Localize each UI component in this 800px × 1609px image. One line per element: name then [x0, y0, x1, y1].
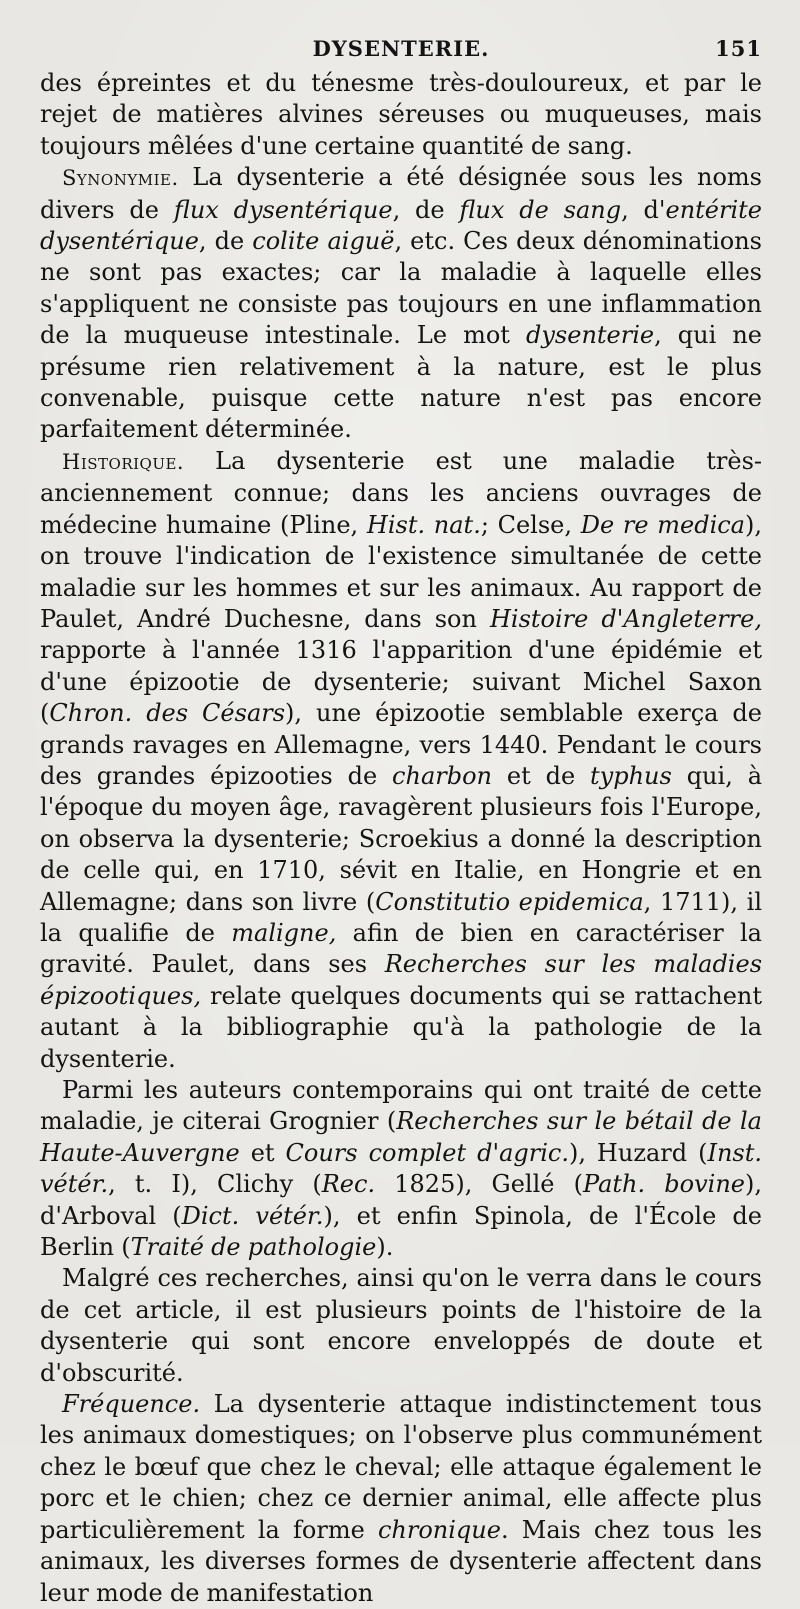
- italic-citation: Chron. des Césars: [49, 699, 286, 728]
- italic-term: charbon: [392, 761, 492, 790]
- frequence-paragraph: Fréquence. La dysenterie attaque indistinctement tous les animaux domestiques; on l'observe plus communément chez le bœuf que chez le cheval; elle attaque également le porc et le chien; chez ce dernier animal, elle affecte plus particulièrement la forme chronique. Mais chez tous les animaux, les diverses formes de dysenterie affectent dans leur mode de manifestation: [40, 1390, 763, 1607]
- italic-term: flux de sang: [459, 195, 622, 224]
- italic-citation: Path. bovine: [583, 1170, 745, 1199]
- italic-term: typhus: [590, 761, 672, 790]
- italic-citation: Recherches sur les maladies épizootiques,: [40, 950, 763, 1010]
- section-heading-synonymie: Synonymie.: [62, 166, 179, 191]
- running-head: [40, 30, 762, 68]
- malgre-paragraph: Malgré ces recherches, ainsi qu'on le verra dans le cours de cet article, il est plusieurs points de l'histoire de la dysenterie qui sont encore enveloppés de doute et d'obscurité.: [40, 1264, 762, 1387]
- synonymie-paragraph: Synonymie. La dysenterie a été désignée sous les noms divers de flux dysentérique, de flux de sang, d'entérite dysentérique, de colite aiguë, etc. Ces deux dénominations ne sont pas exactes; car la maladie à laquelle elles s'appliquent ne consiste pas toujours en une inflammation de la muqueuse intestinale. Le mot dysenterie, qui ne présume rien relativement à la nature, est le plus convenable, puisque cette nature n'est pas encore parfaitement déterminée.: [40, 163, 763, 444]
- italic-term: entérite dysentérique: [40, 195, 763, 256]
- italic-citation: Histoire d'Angleterre,: [489, 604, 762, 633]
- italic-citation: Rec.: [321, 1170, 376, 1199]
- italic-term: flux dysentérique: [173, 195, 393, 224]
- italic-citation: Inst. vétér.: [40, 1138, 762, 1199]
- section-heading-frequence: Fréquence.: [62, 1390, 201, 1419]
- italic-term: chronique: [377, 1515, 501, 1544]
- italic-term: colite aiguë: [252, 227, 395, 256]
- page-number: 151: [715, 36, 762, 61]
- historique-paragraph: Historique. La dysenterie est une maladie très-anciennement connue; dans les anciens ouvrages de médecine humaine (Pline, Hist. nat.; Celse, De re medica), on trouve l'indication de l'existence simultanée de cette maladie sur les hommes et sur les animaux. Au rapport de Paulet, André Duchesne, dans son Histoire d'Angleterre, rapporte à l'année 1316 l'apparition d'une épidémie et d'une épizootie de dysenterie; suivant Michel Saxon (Chron. des Césars), une épizootie semblable exerça de grands ravages en Allemagne, vers 1440. Pendant le cours des grandes épizooties de charbon et de typhus qui, à l'époque du moyen âge, ravagèrent plusieurs fois l'Europe, on observa la dysenterie; Scroekius a donné la description de celle qui, en 1710, sévit en Italie, en Hongrie et en Allemagne; dans son livre (Constitutio epidemica, 1711), il la qualifie de maligne, afin de bien en caractériser la gravité. Paulet, dans ses Recherches sur les maladies épizootiques, relate quelques documents qui se rattachent autant à la bibliographie qu'à la pathologie de la dysenterie.: [40, 446, 763, 1073]
- section-heading-historique: Historique.: [62, 449, 185, 474]
- italic-citation: Dict. vétér.: [181, 1201, 324, 1230]
- italic-term: maligne,: [231, 918, 337, 947]
- auteurs-paragraph: Parmi les auteurs contemporains qui ont traité de cette maladie, je citerai Grognier (Recherches sur le bétail de la Haute-Auvergne et Cours complet d'agric.), Huzard (Inst. vétér., t. I), Clichy (Rec. 1825), Gellé (Path. bovine), d'Arboval (Dict. vétér.), et enfin Spinola, de l'École de Berlin (Traité de pathologie).: [40, 1076, 762, 1262]
- italic-citation: Recherches sur le bétail de la Haute-Auvergne: [40, 1107, 762, 1167]
- italic-citation: De re medica: [580, 510, 745, 539]
- italic-citation: Traité de pathologie: [130, 1233, 377, 1262]
- italic-term: dysenterie: [526, 321, 655, 350]
- intro-paragraph: des épreintes et du ténesme très-douloureux, et par le rejet de matières alvines séreuses ou muqueuses, mais toujours mêlées d'une certaine quantité de sang.: [40, 69, 762, 160]
- body-text: [40, 68, 762, 1609]
- italic-citation: Cours complet d'agric.: [285, 1138, 569, 1167]
- italic-citation: Constitutio epidemica: [375, 887, 644, 916]
- running-title: DYSENTERIE.: [312, 36, 490, 61]
- italic-citation: Hist. nat.: [366, 510, 481, 539]
